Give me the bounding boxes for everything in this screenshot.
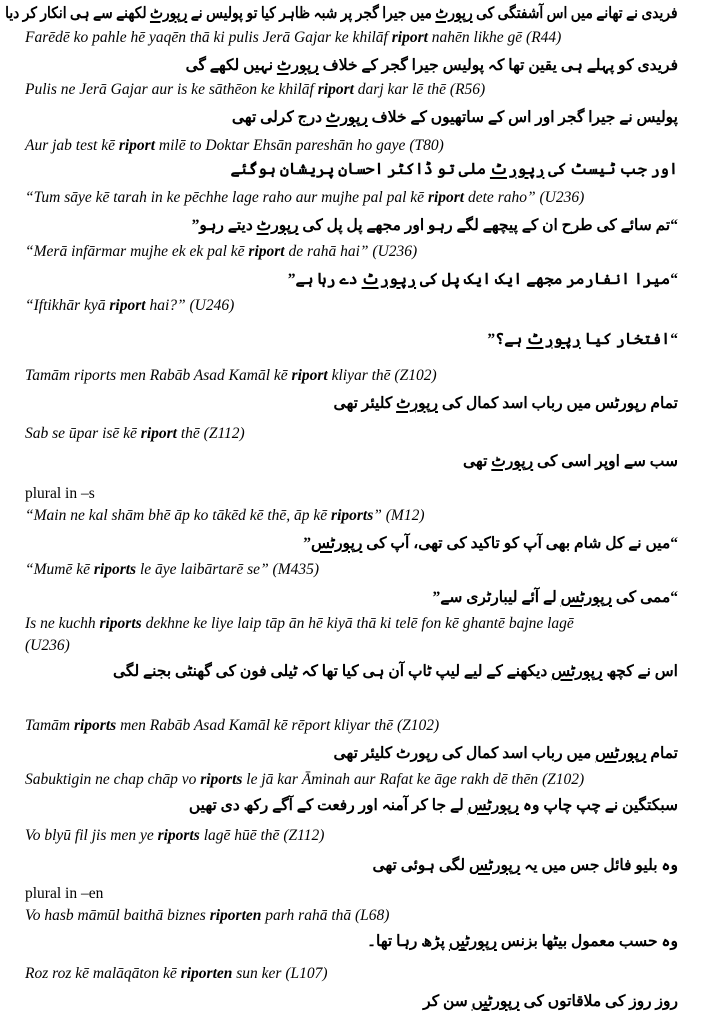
transliteration-line [25,964,328,984]
text-segment: le jā kar Āminah aur Rafat ke āge rakh dē thēn (Z102) [242,771,585,788]
text-segment: milē to Doktar Ehsān pareshān ho gaye (T80) [155,137,444,154]
keyword-underlined: رپورٹس [560,589,613,606]
transliteration-line [25,506,425,526]
transliteration-line [25,716,439,736]
keyword-riport: riporten [180,965,233,982]
urdu-line [303,534,678,554]
text-segment: پولیس نے جیرا گجر اور اس کے ساتھیوں کے خلاف [367,109,678,126]
text-segment: دیکھنے کے لیے لیپ ٹاپ آن ہی کیا تھا کہ ٹیلی فون کی گھنٹی بجنے لگی [112,663,552,680]
text-segment: وہ حسب معمول بیٹھا بزنس [496,933,678,950]
text-segment: plural in –en [25,885,104,902]
text-segment: سبکتگین نے چپ چاپ وہ [519,797,678,814]
transliteration-line [25,242,417,262]
text-segment: تمام رپورٹس میں رباب اسد کمال کی [437,395,678,412]
keyword-underlined: رپورٹ [276,57,319,74]
text-segment: “Main ne kal shām bhē āp ko tākēd kē thē, āp kē [25,507,332,524]
text-segment: ملی تو ڈاکٹر احسان پریشان ہوگئے [230,161,490,178]
text-segment: لے آئے لیبارٹری سے” [432,589,561,606]
text-segment: Sab se ūpar isē kē [25,425,141,442]
keyword-underlined: رپورٹیں [448,933,497,950]
keyword-underlined: رپورٹ [361,271,417,288]
urdu-line [231,160,678,180]
text-segment: پڑھ رہا تھا۔ [366,933,449,950]
text-segment: فریدی نے تھانے میں اس آشفتگی کی [473,5,678,22]
transliteration-line [25,560,319,580]
keyword-underlined: رپورٹس [595,745,647,762]
text-segment: فریدی کو پہلے ہی یقین تھا کہ پولیس جیرا گجر کے خلاف [318,57,678,74]
keyword-underlined: رپورٹ [491,453,534,470]
keyword-underlined: رپورٹ [256,217,299,234]
urdu-line [113,662,678,682]
transliteration-line [25,424,245,444]
keyword-underlined: رپورٹ [435,5,474,22]
text-segment: میں رباب اسد کمال کی رپورٹ کلیئر تھی [333,745,596,762]
text-segment: men Rabāb Asad Kamāl kē rēport kliyar thē (Z102) [116,717,440,734]
transliteration-line [25,614,574,634]
text-segment: دے رہا ہے” [287,271,362,288]
text-segment: Sabuktigin ne chap chāp vo [25,771,201,788]
text-segment: “Iftikhār kyā [25,297,110,314]
text-segment: “تم سائے کی طرح ان کے پیچھے لگے رہو اور مجھے پل پل کی [298,217,678,234]
keyword-riport: riports [93,561,137,578]
keyword-riport: riport [291,367,328,384]
keyword-underlined: رپورٹ [526,331,581,348]
text-segment: “میں نے کل شام بھی آپ کو تاکید کی تھی، آپ کی [362,535,678,552]
urdu-line [372,856,678,876]
transliteration-line [25,770,584,790]
urdu-line [367,932,678,952]
text-segment: lagē hūē thē (Z112) [199,827,325,844]
keyword-underlined: رپورٹس [311,535,363,552]
urdu-line [334,394,678,414]
text-segment: Pulis ne Jerā Gajar aur is ke sāthēon ke khilāf [25,81,318,98]
keyword-underlined: رپورٹیں [471,993,520,1010]
keyword-underlined: رپورٹ [325,109,368,126]
text-segment: نہیں لکھے گی [185,57,277,74]
transliteration-line [25,136,444,156]
text-segment: Vo hasb māmūl baithā biznes [25,907,210,924]
keyword-riport: riports [157,827,200,844]
urdu-line [232,108,678,128]
transliteration-line [25,636,70,656]
text-segment: (U236) [25,637,70,654]
text-segment: sun ker (L107) [232,965,328,982]
text-segment: parh rahā thā (L68) [261,907,390,924]
text-segment: اس نے کچھ [602,663,678,680]
text-segment: Farēdē ko pahle hē yaqēn thā ki pulis Jerā Gajar ke khilāf [25,29,392,46]
keyword-riport: riport [140,425,177,442]
transliteration-line [25,826,324,846]
keyword-riport: riport [248,243,285,260]
text-segment: hai?” (U246) [145,297,235,314]
text-segment: “Mumē kē [25,561,94,578]
text-segment: Tamām riports men Rabāb Asad Kamāl kē [25,367,292,384]
keyword-riport: riports [200,771,243,788]
text-segment: “میرا انفارمر مجھے ایک ایک پل کی [416,271,678,288]
keyword-underlined: رپورٹ [489,161,545,178]
keyword-riport: riport [109,297,146,314]
keyword-riport: riport [391,29,428,46]
urdu-line [334,744,678,764]
transliteration-line [25,28,561,48]
text-segment: nahēn likhe gē (R44) [427,29,562,46]
text-segment: لے جا کر آمنہ اور رفعت کے آگے رکھ دی تھیں [188,797,468,814]
text-segment: لکھنے سے ہی انکار کر دیا [5,5,151,22]
text-segment: thē (Z112) [176,425,245,442]
text-segment: روز روز کی ملاقاتوں کی [519,993,678,1010]
text-segment: “ممی کی [612,589,678,606]
text-segment: سن کر [423,993,472,1010]
text-segment: Vo blyū fil jis men ye [25,827,158,844]
keyword-riport: riport [118,137,156,154]
text-segment: de rahā hai” (U236) [284,243,418,260]
urdu-line [192,216,678,236]
keyword-underlined: رپورٹ [150,5,188,22]
text-segment: لگی ہوئی تھی [372,857,469,874]
section-heading [25,884,103,904]
text-segment: ” [303,535,311,552]
transliteration-line [25,188,584,208]
text-segment: ” (M12) [373,507,425,524]
text-segment: darj kar lē thē (R56) [353,81,486,98]
keyword-underlined: رپورٹس [468,857,521,874]
text-segment: “افتخار کیا [580,331,678,348]
text-segment: dekhne ke liye laip tāp ān hē kiyā thā ki telē fon kē ghantē bajne lagē [141,615,574,632]
urdu-line [463,452,678,472]
text-segment: Aur jab test kē [25,137,119,154]
keyword-underlined: رپورٹس [467,797,520,814]
text-segment: وہ بلیو فائل جس میں یہ [520,857,678,874]
text-segment: Roz roz kē malāqāton kē [25,965,181,982]
text-segment: سب سے اوپر اسی کی [533,453,678,470]
urdu-line [288,270,678,290]
urdu-line [433,588,678,608]
text-segment: تمام [646,745,678,762]
keyword-underlined: رپورٹس [551,663,603,680]
urdu-line [487,330,678,350]
keyword-underlined: رپورٹ [396,395,438,412]
text-segment: dete raho” (U236) [464,189,585,206]
text-segment: le āye laibārtarē se” (M435) [136,561,320,578]
text-segment: Tamām [25,717,74,734]
text-segment: “Merā infārmar mujhe ek ek pal kē [25,243,249,260]
keyword-riport: riporten [209,907,262,924]
transliteration-line [25,296,234,316]
section-heading [25,484,95,504]
text-segment: تھی [463,453,492,470]
urdu-line [189,796,678,816]
keyword-riport: riports [73,717,117,734]
keyword-riport: riport [317,81,354,98]
text-segment: kliyar thē (Z102) [327,367,437,384]
text-segment: plural in –s [25,485,95,502]
text-segment: میں جیرا گجر پر شبہ ظاہر کیا تو پولیس نے [187,5,436,22]
text-segment: ہے؟” [487,331,527,348]
keyword-riport: riports [99,615,142,632]
text-segment: کلیئر تھی [333,395,397,412]
urdu-line [423,992,678,1012]
transliteration-line [25,80,485,100]
text-segment: Is ne kuchh [25,615,100,632]
text-segment: اور جب ٹیسٹ کی [544,161,678,178]
keyword-riport: riports [331,507,374,524]
transliteration-line [25,906,389,926]
transliteration-line [25,366,437,386]
text-segment: دیتے رہو” [191,217,257,234]
text-segment: “Tum sāye kē tarah in ke pēchhe lage raho aur mujhe pal pal kē [25,189,428,206]
urdu-line [6,4,678,24]
keyword-riport: riport [427,189,465,206]
urdu-line [186,56,678,76]
text-segment: درج کرلی تھی [231,109,326,126]
